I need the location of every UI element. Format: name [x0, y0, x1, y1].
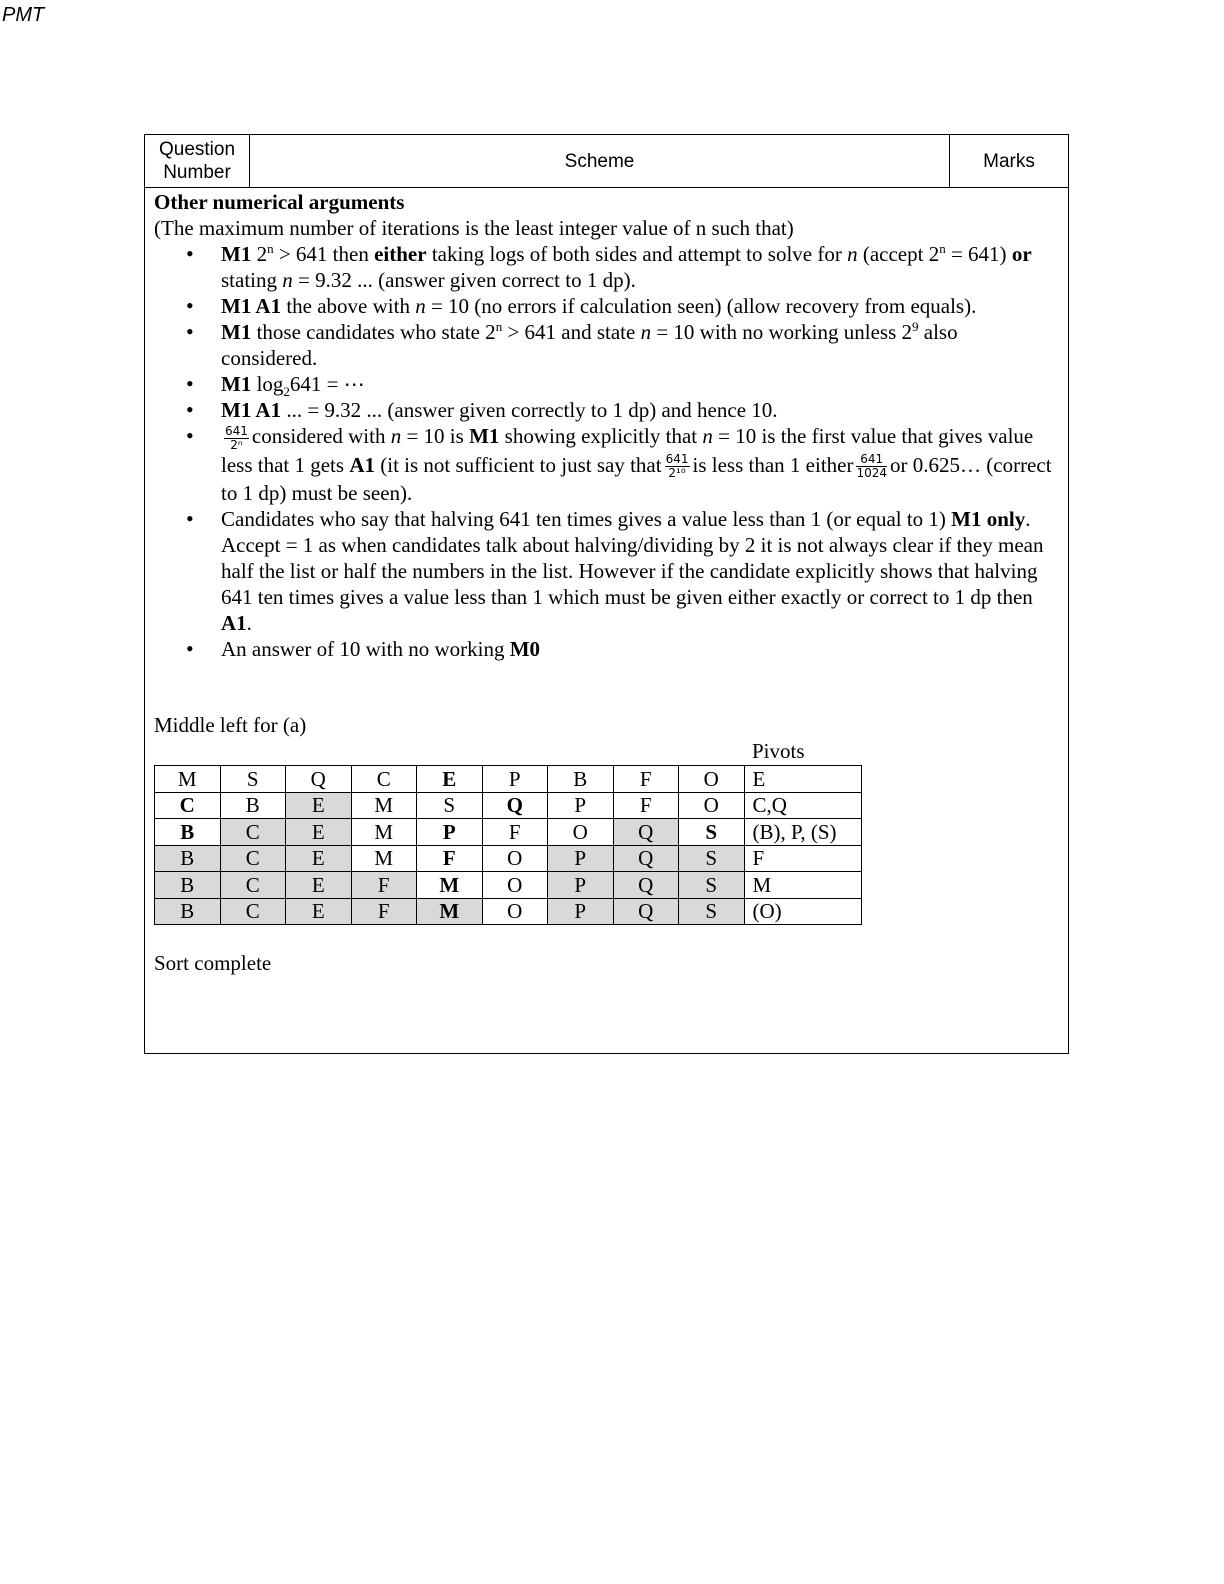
sort-cell: B	[155, 898, 221, 925]
sort-cell: P	[548, 872, 614, 899]
sort-cell: P	[548, 792, 614, 819]
text-segment: those candidates who state 2	[251, 320, 496, 344]
sort-cell: E	[417, 766, 483, 793]
sort-cell: Q	[613, 819, 679, 846]
bullet-item	[154, 423, 1059, 506]
text-segment: .	[246, 611, 252, 636]
text-segment: = 10 is	[401, 424, 470, 448]
text-segment: taking logs of both sides and attempt to solve for	[426, 242, 848, 266]
text-segment: or	[1011, 242, 1032, 266]
sort-cell: C	[155, 792, 221, 819]
sort-complete-text: Sort complete	[154, 951, 272, 975]
sort-row	[155, 872, 862, 899]
sort-cell: P	[548, 898, 614, 925]
text-segment: M1 A1	[221, 398, 282, 422]
text-segment: 2	[283, 384, 290, 400]
sort-row	[155, 766, 862, 793]
sort-cell: O	[482, 898, 548, 925]
bullet-item	[154, 397, 1059, 423]
sort-cell: E	[286, 819, 352, 846]
sort-cell: Q	[482, 792, 548, 819]
text-segment: the above with	[281, 294, 416, 318]
text-segment: A1	[221, 611, 247, 636]
sort-cell: F	[351, 898, 417, 925]
text-segment: 9	[912, 319, 919, 334]
sort-cell: F	[417, 845, 483, 872]
sort-cell: C	[220, 898, 286, 925]
sort-cell: M	[417, 898, 483, 925]
fraction	[856, 453, 887, 480]
sort-cell: B	[155, 872, 221, 899]
text-segment: > 641 and state	[502, 320, 641, 344]
sort-cell: B	[220, 792, 286, 819]
text-segment: also considered.	[221, 320, 958, 370]
text-segment: n	[847, 242, 858, 266]
sort-cell: S	[679, 872, 745, 899]
text-segment: n	[640, 320, 652, 344]
sort-cell: P	[482, 766, 548, 793]
text-segment: M1 only	[951, 507, 1026, 532]
mark-scheme-table	[144, 134, 1069, 1054]
bullet-item	[154, 506, 1059, 636]
pivots-cell: E	[744, 766, 861, 793]
sort-row	[155, 898, 862, 925]
header-marks: Marks	[950, 135, 1068, 188]
sort-cell: P	[417, 819, 483, 846]
sort-cell: Q	[613, 898, 679, 925]
sort-cell: M	[351, 792, 417, 819]
sort-cell: E	[286, 792, 352, 819]
sort-cell: E	[286, 872, 352, 899]
text-segment: 641	[856, 453, 887, 467]
sort-cell: O	[548, 819, 614, 846]
sort-cell: F	[613, 766, 679, 793]
bullet-list	[154, 241, 1059, 662]
sort-row	[155, 792, 862, 819]
text-segment: M1	[221, 242, 252, 266]
sort-cell: S	[679, 898, 745, 925]
text-segment: M1	[469, 424, 500, 448]
text-segment: M1 A1	[221, 294, 282, 318]
sort-cell: B	[548, 766, 614, 793]
sort-cell: E	[286, 898, 352, 925]
bullet-item	[154, 293, 1059, 319]
text-segment: (it is not sufficient to just say that	[375, 452, 662, 477]
text-segment: n	[495, 319, 503, 334]
sort-cell: C	[220, 819, 286, 846]
sort-cell: M	[155, 766, 221, 793]
pivots-cell: (O)	[744, 898, 861, 925]
pivots-cell: (B), P, (S)	[744, 819, 861, 846]
sort-row	[155, 819, 862, 846]
text-segment: Candidates who say that halving 641 ten times gives a value less than 1 (or equal to 1)	[221, 507, 952, 532]
bullet-item	[154, 371, 1059, 400]
text-segment: n	[390, 424, 402, 448]
sort-cell: M	[417, 872, 483, 899]
sort-cell: O	[482, 872, 548, 899]
pivots-cell: C,Q	[744, 792, 861, 819]
text-segment: = 641)	[945, 242, 1012, 266]
text-segment: is less than 1 either	[692, 452, 854, 477]
sort-cell: S	[679, 845, 745, 872]
text-segment: = 9.32 ... (answer given correct to 1 dp).	[292, 268, 636, 292]
sort-cell: S	[220, 766, 286, 793]
sort-row	[155, 845, 862, 872]
text-segment: 2¹⁰	[668, 466, 686, 481]
sort-cell: C	[220, 872, 286, 899]
sort-cell: S	[679, 819, 745, 846]
text-segment: 641	[665, 452, 689, 467]
text-segment: n	[415, 294, 426, 318]
text-segment: or 0.625… (correct to 1 dp) must be seen).	[221, 452, 1052, 506]
bullet-item	[154, 636, 1059, 662]
text-segment: n	[939, 241, 946, 256]
sort-cell: F	[482, 819, 548, 846]
middle-left-label: Middle left for (a)	[154, 713, 307, 737]
bullet-item	[154, 241, 1059, 293]
sort-cell: B	[155, 819, 221, 846]
text-segment: n	[702, 424, 713, 448]
header-scheme: Scheme	[250, 135, 950, 188]
pmt-header: PMT	[2, 4, 45, 26]
text-segment: 1024	[856, 466, 888, 481]
text-segment: 2	[251, 242, 268, 266]
text-segment: (accept 2	[857, 242, 940, 266]
sort-cell: M	[351, 845, 417, 872]
sort-cell: F	[351, 872, 417, 899]
text-segment: = 10 (no errors if calculation seen) (allow recovery from equals).	[425, 294, 977, 318]
section-title: Other numerical arguments	[154, 190, 405, 214]
text-segment: n	[267, 241, 274, 256]
sort-cell: C	[220, 845, 286, 872]
text-segment: ... = 9.32 ... (answer given correctly to 1 dp) and hence 10.	[281, 398, 778, 422]
text-segment: . Accept = 1 as when candidates talk about halving/dividing by 2 it is not always clear if they mean half the list or half the numbers in the list. However if the candidate explicitly shows that halving 641 ten times gives a value less than 1 which must be given either exactly or correct to 1 dp then	[221, 507, 1044, 610]
text-segment: log	[251, 372, 284, 396]
sort-cell: P	[548, 845, 614, 872]
text-segment: 641 = ⋯	[289, 372, 365, 396]
fraction	[224, 425, 249, 452]
fraction	[665, 453, 690, 480]
text-segment: 2ⁿ	[230, 437, 243, 452]
text-segment: > 641 then	[273, 242, 375, 266]
text-segment: M1	[221, 372, 252, 396]
sort-cell: Q	[613, 845, 679, 872]
sort-cell: O	[679, 792, 745, 819]
sort-cell: Q	[286, 766, 352, 793]
quicksort-table	[154, 765, 862, 925]
sort-cell: F	[613, 792, 679, 819]
text-segment: considered with	[251, 424, 391, 448]
text-segment: M1	[221, 320, 252, 344]
bullet-item	[154, 319, 1059, 371]
text-segment: = 10 is the first value that gives value less that 1 gets	[221, 424, 1034, 477]
sort-cell: M	[351, 819, 417, 846]
text-segment: n	[282, 268, 293, 292]
pivots-cell: M	[744, 872, 861, 899]
sort-cell: B	[155, 845, 221, 872]
text-segment: either	[374, 242, 427, 266]
sort-cell: S	[417, 792, 483, 819]
text-segment: A1	[349, 452, 375, 477]
pivots-cell: F	[744, 845, 861, 872]
text-segment: M0	[509, 637, 541, 662]
text-segment: • 641	[225, 423, 248, 438]
header-question-number: Question Number	[145, 135, 250, 188]
sort-cell: Q	[613, 872, 679, 899]
intro-text: (The maximum number of iterations is the least integer value of n such that)	[154, 216, 794, 240]
sort-cell: E	[286, 845, 352, 872]
sort-cell: C	[351, 766, 417, 793]
text-segment: An answer of 10 with no working	[221, 637, 510, 662]
sort-cell: O	[482, 845, 548, 872]
scheme-content	[154, 189, 1059, 662]
text-segment: stating	[221, 268, 283, 292]
pivots-label: Pivots	[752, 739, 805, 763]
sort-cell: O	[679, 766, 745, 793]
text-segment: = 10 with no working unless 2	[651, 320, 913, 344]
text-segment: showing explicitly that	[499, 424, 703, 448]
